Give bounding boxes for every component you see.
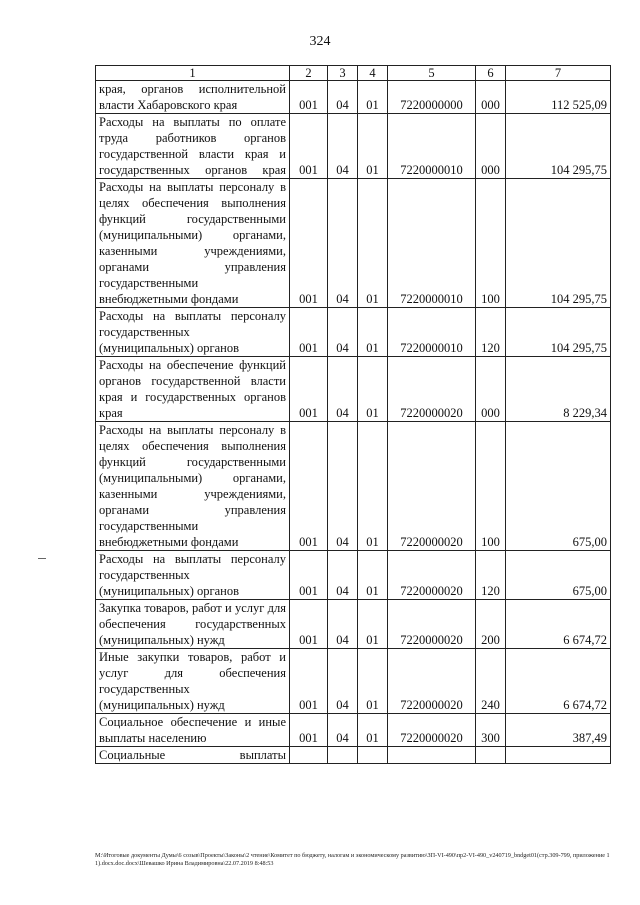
code-subsection: 01	[358, 114, 388, 179]
code-subsection: 01	[358, 422, 388, 551]
header-cell: 2	[290, 66, 328, 81]
code-admin: 001	[290, 114, 328, 179]
code-subsection: 01	[358, 81, 388, 114]
table-row	[96, 357, 611, 422]
code-subsection	[358, 747, 388, 764]
code-expense-type: 300	[476, 714, 506, 747]
margin-mark	[38, 558, 46, 559]
code-admin: 001	[290, 422, 328, 551]
row-name: Социальное обеспечение и иные выплаты населению	[96, 714, 290, 747]
code-section: 04	[328, 114, 358, 179]
code-subsection: 01	[358, 600, 388, 649]
code-subsection: 01	[358, 308, 388, 357]
code-target: 7220000020	[388, 551, 476, 600]
code-subsection: 01	[358, 551, 388, 600]
amount: 675,00	[506, 422, 611, 551]
header-cell: 1	[96, 66, 290, 81]
amount	[506, 747, 611, 764]
code-subsection: 01	[358, 357, 388, 422]
row-name: Расходы на выплаты по оплате труда работников органов государственной власти края и государственных органов края	[96, 114, 290, 179]
amount: 6 674,72	[506, 600, 611, 649]
table-row	[96, 422, 611, 551]
amount: 112 525,09	[506, 81, 611, 114]
code-section: 04	[328, 551, 358, 600]
code-section: 04	[328, 357, 358, 422]
page-number: 324	[309, 34, 331, 49]
code-target: 7220000010	[388, 114, 476, 179]
code-target: 7220000020	[388, 357, 476, 422]
header-cell: 4	[358, 66, 388, 81]
code-admin: 001	[290, 81, 328, 114]
code-target: 7220000020	[388, 714, 476, 747]
code-expense-type: 240	[476, 649, 506, 714]
code-section: 04	[328, 714, 358, 747]
code-target: 7220000000	[388, 81, 476, 114]
header-cell: 6	[476, 66, 506, 81]
header-cell: 7	[506, 66, 611, 81]
code-target: 7220000020	[388, 422, 476, 551]
row-name: Расходы на выплаты персоналу государственных (муниципальных) органов	[96, 308, 290, 357]
code-section: 04	[328, 81, 358, 114]
code-section: 04	[328, 179, 358, 308]
code-admin	[290, 747, 328, 764]
table-row	[96, 600, 611, 649]
amount: 387,49	[506, 714, 611, 747]
code-expense-type: 200	[476, 600, 506, 649]
code-section: 04	[328, 600, 358, 649]
code-target	[388, 747, 476, 764]
table-row	[96, 551, 611, 600]
row-name: Расходы на выплаты персоналу в целях обеспечения выполнения функций государственными (муниципальными) органами, казенными учреждениями, органами управления государственными внебюджетными фондами	[96, 179, 290, 308]
code-expense-type: 100	[476, 422, 506, 551]
code-section: 04	[328, 649, 358, 714]
footer-file-path: M:\Итоговые документы Думы\6 созыв\Проекты\Законы\2 чтение\Комитет по бюджету, налогам и экономическому развитию\ЗП-VI-490\пр2-VI-490_v240719_bndget01(стр.309-799, приложение 11).docx.doc.docx\Шевашко Ирина Владимировна\22.07.2019 8:48:53	[95, 852, 610, 867]
row-name: Социальные выплаты	[96, 747, 290, 764]
table-header-row	[96, 66, 611, 81]
code-section	[328, 747, 358, 764]
code-expense-type	[476, 747, 506, 764]
amount: 8 229,34	[506, 357, 611, 422]
code-expense-type: 100	[476, 179, 506, 308]
code-subsection: 01	[358, 649, 388, 714]
code-expense-type: 120	[476, 551, 506, 600]
code-admin: 001	[290, 649, 328, 714]
code-admin: 001	[290, 551, 328, 600]
code-admin: 001	[290, 357, 328, 422]
code-expense-type: 000	[476, 114, 506, 179]
code-target: 7220000010	[388, 179, 476, 308]
row-name: Иные закупки товаров, работ и услуг для обеспечения государственных (муниципальных) нужд	[96, 649, 290, 714]
code-section: 04	[328, 308, 358, 357]
header-cell: 3	[328, 66, 358, 81]
table-row	[96, 649, 611, 714]
budget-table	[95, 65, 611, 764]
code-target: 7220000020	[388, 649, 476, 714]
code-target: 7220000020	[388, 600, 476, 649]
row-name: Расходы на обеспечение функций органов государственной власти края и государственных органов края	[96, 357, 290, 422]
code-expense-type: 000	[476, 81, 506, 114]
table-row	[96, 308, 611, 357]
table-row	[96, 747, 611, 764]
code-admin: 001	[290, 179, 328, 308]
code-target: 7220000010	[388, 308, 476, 357]
amount: 675,00	[506, 551, 611, 600]
amount: 6 674,72	[506, 649, 611, 714]
table-row	[96, 81, 611, 114]
row-name: Расходы на выплаты персоналу государственных (муниципальных) органов	[96, 551, 290, 600]
code-expense-type: 000	[476, 357, 506, 422]
header-cell: 5	[388, 66, 476, 81]
code-subsection: 01	[358, 179, 388, 308]
row-name: Закупка товаров, работ и услуг для обеспечения государственных (муниципальных) нужд	[96, 600, 290, 649]
row-name: края, органов исполнительной власти Хабаровского края	[96, 81, 290, 114]
code-admin: 001	[290, 600, 328, 649]
amount: 104 295,75	[506, 308, 611, 357]
code-expense-type: 120	[476, 308, 506, 357]
amount: 104 295,75	[506, 114, 611, 179]
table-row	[96, 114, 611, 179]
table-row	[96, 179, 611, 308]
table-row	[96, 714, 611, 747]
code-admin: 001	[290, 308, 328, 357]
amount: 104 295,75	[506, 179, 611, 308]
code-subsection: 01	[358, 714, 388, 747]
code-admin: 001	[290, 714, 328, 747]
code-section: 04	[328, 422, 358, 551]
row-name: Расходы на выплаты персоналу в целях обеспечения выполнения функций государственными (муниципальными) органами, казенными учреждениями, органами управления государственными внебюджетными фондами	[96, 422, 290, 551]
